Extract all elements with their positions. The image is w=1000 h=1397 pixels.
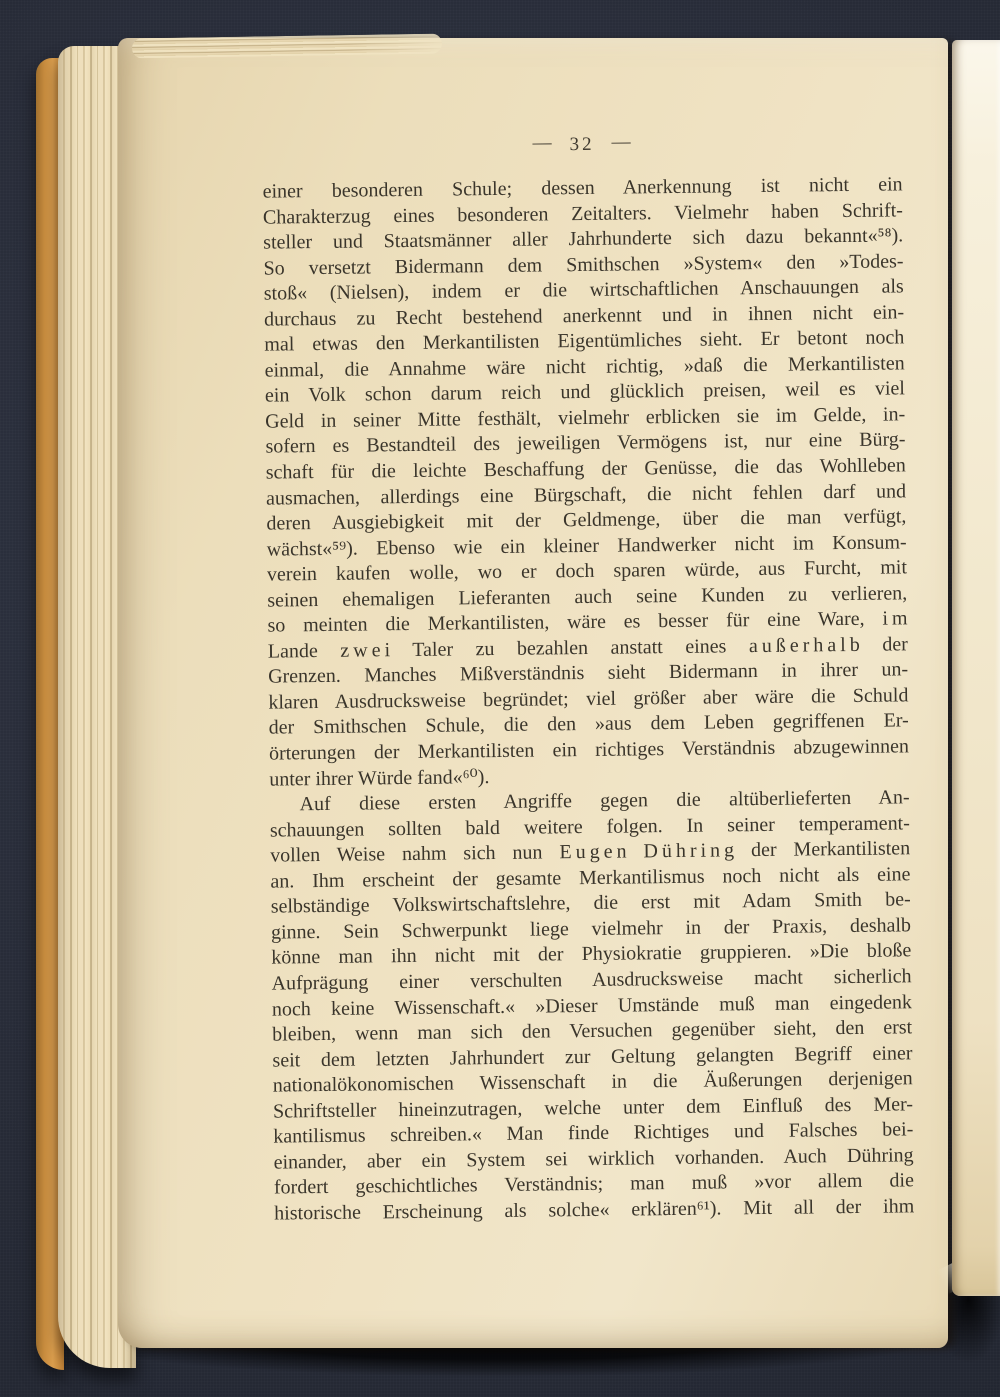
- text-line: Aufprägung einer verschulten Ausdrucksweise macht sicherlich: [271, 965, 912, 995]
- text-line: schaft für die leichte Beschaffung der Genüsse, die das Wohlleben: [265, 454, 906, 484]
- text-line: steller und Staatsmänner aller Jahrhunderte sich dazu bekannt«⁵⁸).: [263, 224, 904, 254]
- text-line: So versetzt Bidermann dem Smithschen »System« den »Todes-: [263, 250, 904, 280]
- page-number: 32: [569, 133, 595, 156]
- text-line: nationalökonomischen Wissenschaft in die Äußerungen derjenigen: [272, 1067, 913, 1097]
- header-dash-left: —: [532, 132, 553, 154]
- text-line: historische Erscheinung als solche« erklären⁶¹). Mit all der ihm: [274, 1195, 915, 1225]
- paragraph: [269, 785, 914, 1227]
- text-line: Schriftsteller hineinzutragen, welche unter dem Einfluß des Mer-: [272, 1092, 914, 1123]
- text-line: deren Ausgiebigkeit mit der Geldmenge, über die man verfügt,: [266, 505, 907, 535]
- text-line: Charakterzug eines besonderen Zeitalters. Vielmehr haben Schrift-: [262, 198, 904, 229]
- text-line: sofern es Bestandteil des jeweiligen Vermögens ist, nur eine Bürg-: [265, 428, 906, 459]
- page-content: [262, 130, 914, 1227]
- text-line: fordert geschichtliches Verständnis; man muß »vor allem die: [273, 1169, 915, 1199]
- text-line: vollen Weise nahm sich nun E u g e n D ü h r i n g der Merkantilisten: [270, 837, 911, 867]
- text-line: mal etwas den Merkantilisten Eigentümliches sieht. Er betont noch: [264, 326, 905, 356]
- text-line: schauungen sollten bald weitere folgen. In seiner temperament-: [269, 811, 910, 842]
- paragraph: [262, 172, 909, 792]
- text-line: örterungen der Merkantilisten ein richtiges Verständnis abzugewinnen: [268, 735, 910, 765]
- text-line: unter ihrer Würde fand«⁶⁰).: [269, 765, 490, 791]
- text-line: ginne. Sein Schwerpunkt liege vielmehr in der Praxis, deshalb: [270, 914, 912, 944]
- text-line: durchaus zu Recht bestehend anerkennt und in ihnen nicht ein-: [263, 301, 905, 331]
- text-line: könne man ihn nicht mit der Physiokratie gruppieren. »Die bloße: [271, 939, 912, 969]
- text-line: ein Volk schon darum reich und glücklich preisen, weil es viel: [264, 377, 906, 407]
- text-line: einander, aber ein System sei wirklich vorhanden. Auch Dühring: [273, 1144, 914, 1174]
- text-line: seinen ehemaligen Lieferanten auch seine Kunden zu verlieren,: [267, 582, 908, 612]
- text-line: einmal, die Annahme wäre nicht richtig, »daß die Merkantilisten: [264, 352, 905, 382]
- text-line: an. Ihm erscheint der gesamte Merkantilismus noch nicht als eine: [270, 863, 911, 893]
- text-line: verein kaufen wolle, wo er doch sparen würde, aus Furcht, mit: [266, 556, 908, 586]
- text-line: selbständige Volkswirtschaftslehre, die erst mit Adam Smith be-: [270, 888, 911, 918]
- header-dash-right: —: [611, 131, 632, 153]
- text-line: einer besonderen Schule; dessen Anerkennung ist nicht ein: [262, 173, 903, 203]
- text-line: ausmachen, allerdings eine Bürgschaft, die nicht fehlen darf und: [265, 479, 907, 510]
- text-line: noch keine Wissenschaft.« »Dieser Umstände muß man eingedenk: [271, 990, 912, 1021]
- text-line: Geld in seiner Mitte festhält, vielmehr erblicken sie im Gelde, in-: [265, 403, 906, 433]
- text-line: der Smithschen Schule, die den »aus dem Leben gegriffenen Er-: [268, 709, 909, 740]
- text-line: stoß« (Nielsen), indem er die wirtschaftlichen Anschauungen als: [263, 275, 904, 305]
- text-line: so meinten die Merkantilisten, wäre es besser für eine Ware, i m: [267, 607, 908, 637]
- text-line: klaren Ausdrucksweise begründet; viel größer aber wäre die Schuld: [268, 684, 909, 714]
- text-line: Lande z w e i Taler zu bezahlen anstatt eines a u ß e r h a l b der: [267, 633, 908, 663]
- text-line: wächst«⁵⁹). Ebenso wie ein kleiner Handwerker nicht im Konsum-: [266, 531, 907, 561]
- text-line: seit dem letzten Jahrhundert zur Geltung gelangten Begriff einer: [272, 1041, 913, 1072]
- body-text: [262, 172, 914, 1227]
- text-line: Auf diese ersten Angriffe gegen die altüberlieferten An-: [299, 786, 910, 816]
- text-line: bleiben, wenn man sich den Versuchen gegenüber sieht, den erst: [272, 1016, 913, 1046]
- facing-page-edge: [952, 40, 1000, 1296]
- text-line: Grenzen. Manches Mißverständnis sieht Bidermann in ihrer un-: [268, 658, 909, 688]
- text-line: kantilismus schreiben.« Man finde Richtiges und Falsches bei-: [273, 1118, 914, 1148]
